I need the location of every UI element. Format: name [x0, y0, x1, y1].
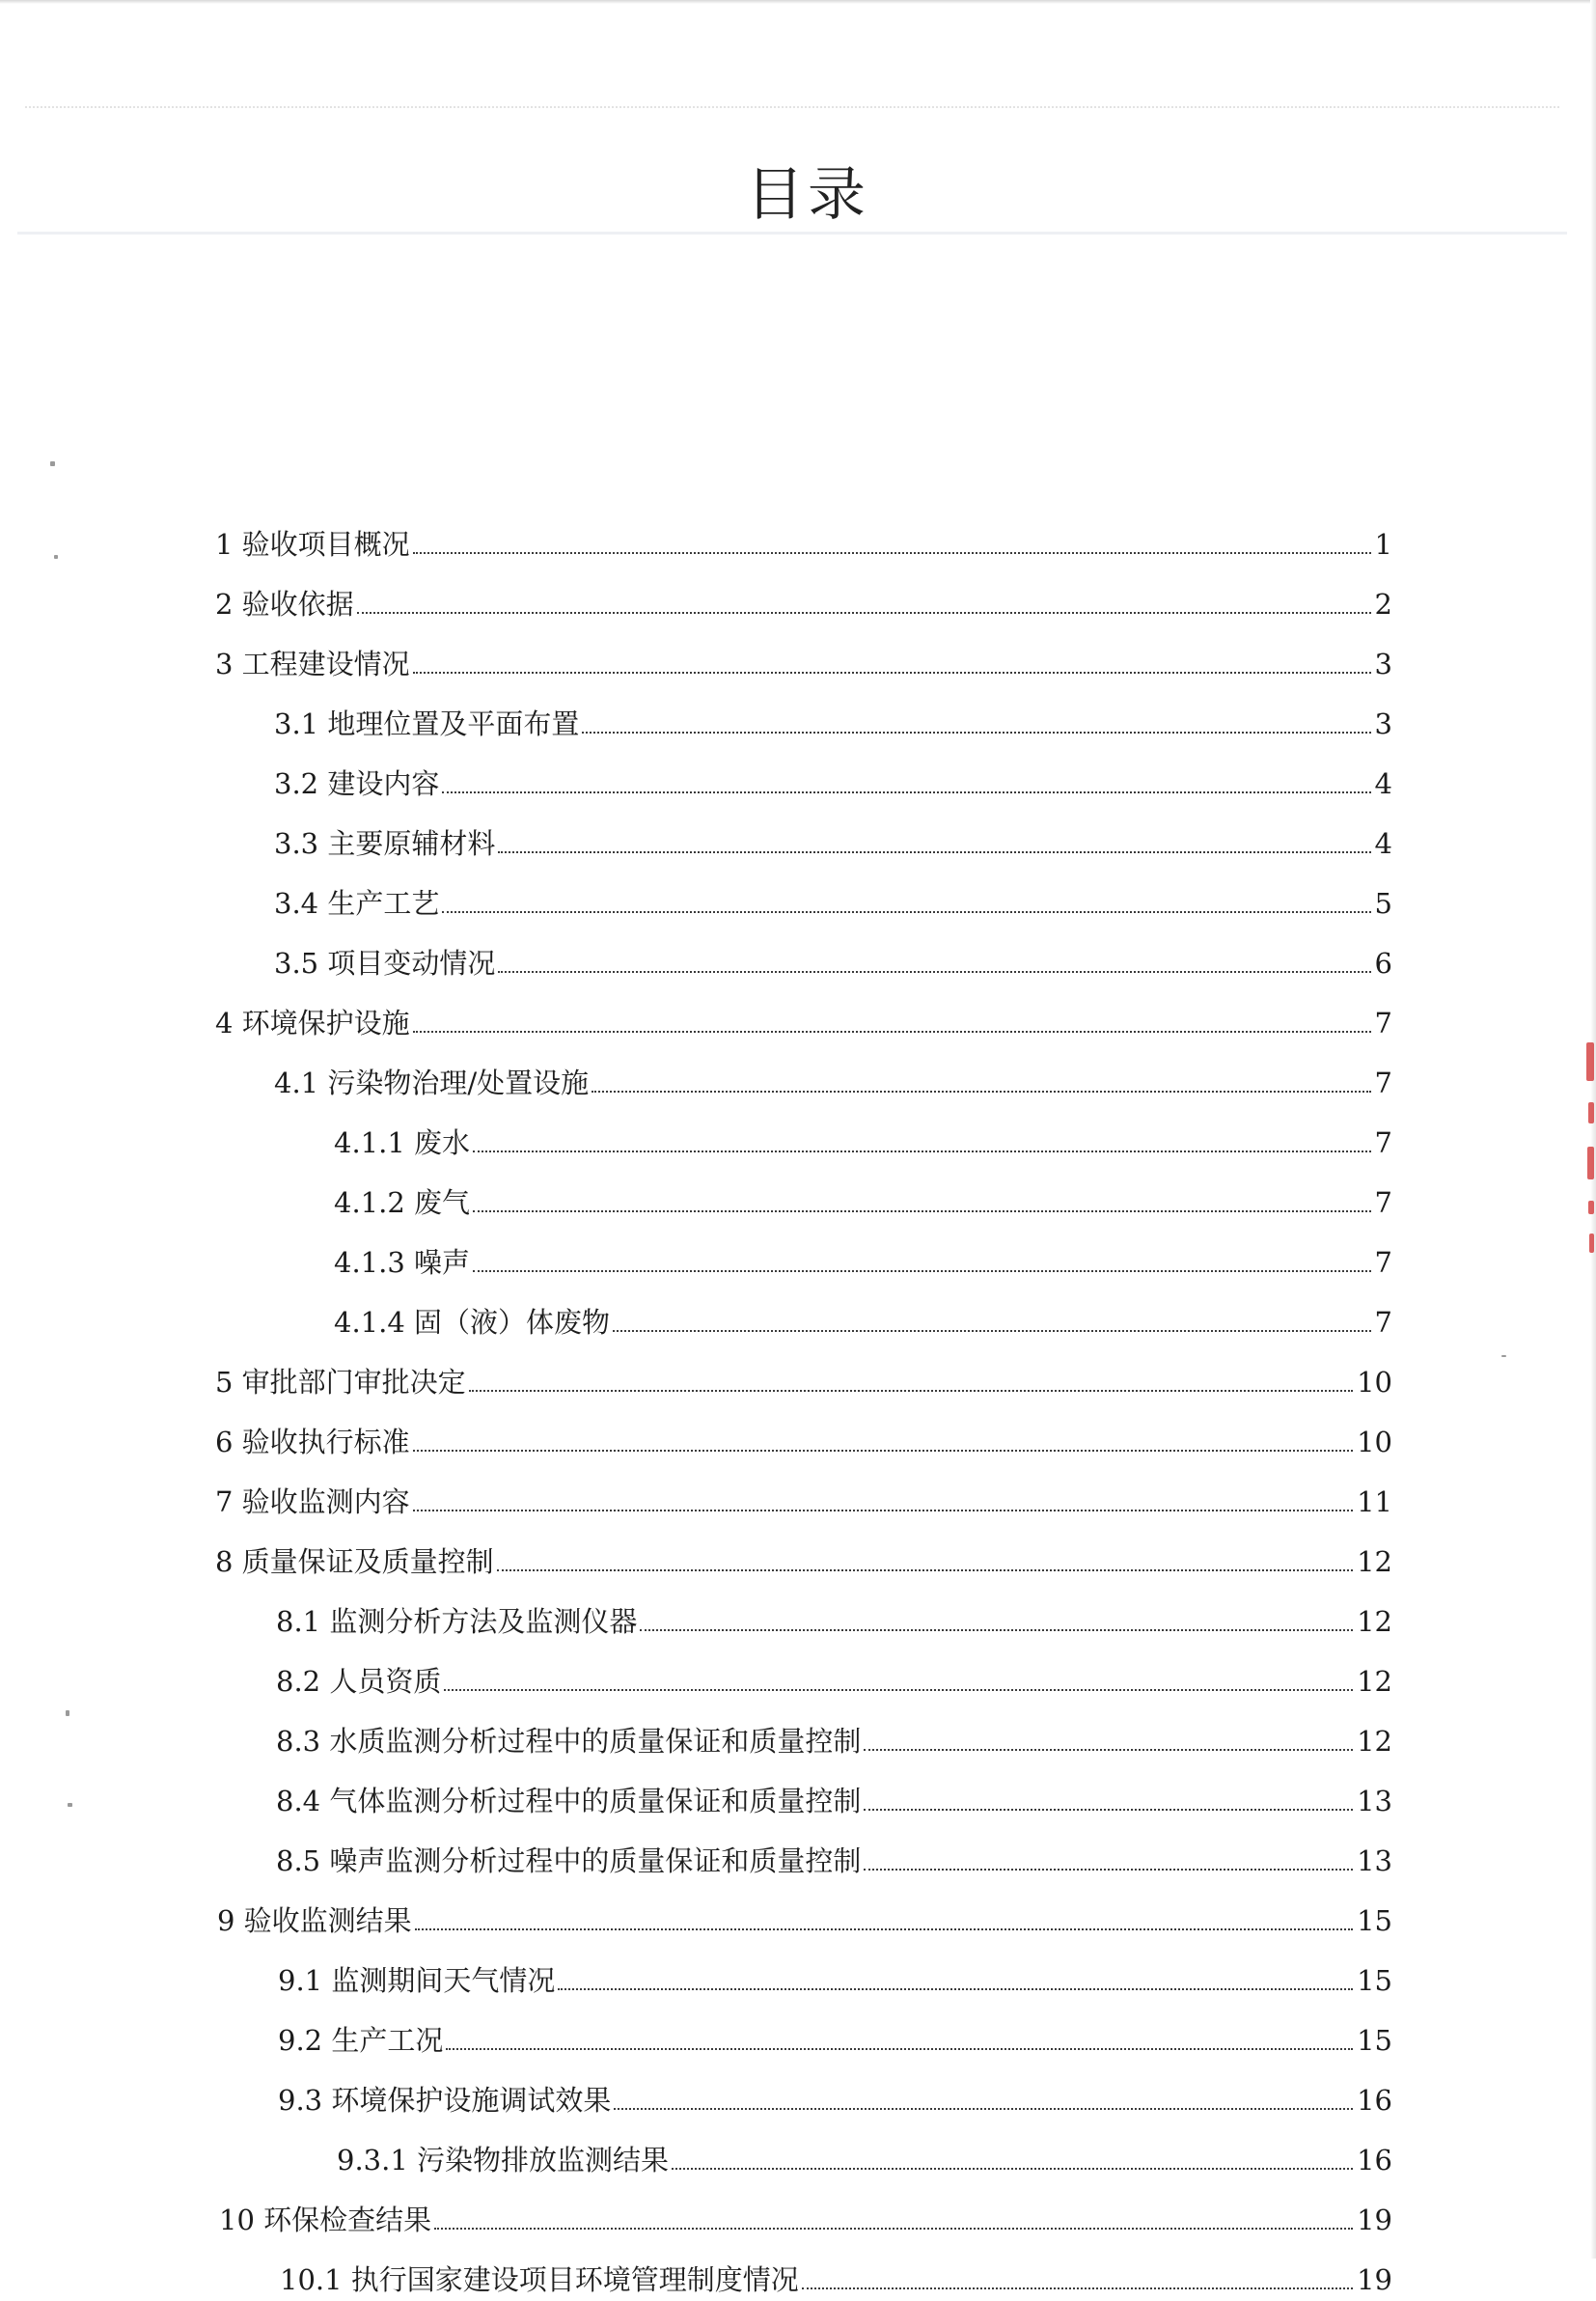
- toc-dot-leader: [413, 672, 1371, 674]
- toc-entry[interactable]: [278, 2019, 1392, 2062]
- toc-entry[interactable]: [278, 2079, 1392, 2121]
- toc-entry-label: 3 工程建设情况: [215, 648, 410, 680]
- red-seal-fragment: [1582, 1042, 1596, 1255]
- toc-dot-leader: [582, 732, 1370, 734]
- toc-entry[interactable]: [215, 1481, 1392, 1523]
- toc-entry-label: 4 环境保护设施: [215, 1007, 410, 1040]
- toc-entry[interactable]: [276, 1840, 1392, 1882]
- toc-dot-leader: [415, 1928, 1353, 1930]
- toc-page-number: 10: [1357, 1426, 1392, 1458]
- scan-speck: [54, 555, 58, 559]
- toc-entry-label: 8.3 水质监测分析过程中的质量保证和质量控制: [276, 1725, 862, 1758]
- toc-entry[interactable]: [215, 583, 1392, 625]
- toc-entry[interactable]: [217, 1899, 1392, 1942]
- toc-entry[interactable]: [215, 1421, 1392, 1463]
- toc-entry-label: 4.1.3 噪声: [334, 1246, 471, 1279]
- toc-dot-leader: [864, 1749, 1353, 1751]
- toc-page-number: 5: [1374, 887, 1392, 920]
- header-rule: [25, 106, 1559, 108]
- toc-dot-leader: [442, 911, 1370, 913]
- toc-page-number: 12: [1357, 1665, 1392, 1698]
- toc-entry[interactable]: [215, 523, 1392, 566]
- toc-dot-leader: [614, 2108, 1353, 2110]
- toc-entry-label: 3.3 主要原辅材料: [274, 827, 496, 860]
- toc-entry[interactable]: [274, 942, 1392, 984]
- toc-entry-label: 8.1 监测分析方法及监测仪器: [276, 1605, 638, 1638]
- toc-dot-leader: [444, 1689, 1353, 1691]
- toc-dot-leader: [469, 1390, 1353, 1392]
- toc-page-number: 4: [1374, 767, 1392, 800]
- toc-entry-label: 3.1 地理位置及平面布置: [274, 707, 580, 740]
- toc-entry[interactable]: [278, 1959, 1392, 2002]
- toc-entry[interactable]: [276, 1600, 1392, 1643]
- toc-entry-label: 9.1 监测期间天气情况: [278, 1964, 556, 1997]
- toc-dot-leader: [640, 1629, 1353, 1631]
- toc-page-number: 19: [1357, 2263, 1392, 2296]
- toc-page-number: 16: [1357, 2144, 1392, 2176]
- toc-page-number: 7: [1374, 1306, 1392, 1339]
- toc-entry-label: 4.1.2 废气: [334, 1186, 471, 1219]
- toc-page-number: 3: [1374, 707, 1392, 740]
- toc-page-number: 1: [1374, 528, 1392, 561]
- toc-dot-leader: [413, 1031, 1371, 1033]
- toc-dot-leader: [357, 612, 1371, 614]
- toc-dot-leader: [592, 1091, 1370, 1093]
- scan-top-edge: [0, 0, 1596, 4]
- toc-entry-label: 6 验收执行标准: [215, 1426, 410, 1458]
- toc-entry[interactable]: [215, 643, 1392, 685]
- toc-entry[interactable]: [274, 882, 1392, 925]
- toc-entry-label: 5 审批部门审批决定: [215, 1366, 466, 1399]
- toc-entry-label: 2 验收依据: [215, 588, 354, 621]
- toc-entry-label: 3.4 生产工艺: [274, 887, 440, 920]
- toc-entry[interactable]: [219, 2199, 1392, 2241]
- toc-dot-leader: [613, 1330, 1371, 1332]
- toc-entry-label: 3.2 建设内容: [274, 767, 440, 800]
- toc-page-number: 2: [1374, 588, 1392, 621]
- toc-page-number: 12: [1357, 1545, 1392, 1578]
- toc-page-number: 7: [1374, 1007, 1392, 1040]
- toc-entry-label: 9 验收监测结果: [217, 1904, 412, 1937]
- toc-page-number: 19: [1357, 2204, 1392, 2236]
- toc-page-number: 13: [1357, 1785, 1392, 1817]
- toc-entry-label: 10 环保检查结果: [219, 2204, 432, 2236]
- scan-speck: [68, 1803, 72, 1807]
- toc-dot-leader: [498, 971, 1370, 973]
- toc-page-number: 7: [1374, 1126, 1392, 1159]
- toc-entry[interactable]: [334, 1301, 1392, 1344]
- toc-page-number: 7: [1374, 1246, 1392, 1279]
- toc-dot-leader: [473, 1270, 1371, 1272]
- toc-entry[interactable]: [280, 2259, 1392, 2301]
- toc-dot-leader: [442, 791, 1370, 793]
- toc-dot-leader: [413, 1510, 1353, 1511]
- toc-entry-label: 4.1.1 废水: [334, 1126, 471, 1159]
- toc-page-number: 12: [1357, 1605, 1392, 1638]
- toc-page-number: 12: [1357, 1725, 1392, 1758]
- toc-entry-label: 4.1 污染物治理/处置设施: [274, 1067, 590, 1099]
- toc-entry[interactable]: [334, 1241, 1392, 1284]
- toc-dot-leader: [434, 2228, 1353, 2230]
- toc-entry[interactable]: [215, 1361, 1392, 1403]
- toc-page-number: 7: [1374, 1067, 1392, 1099]
- toc-page-number: 7: [1374, 1186, 1392, 1219]
- toc-entry-label: 8.5 噪声监测分析过程中的质量保证和质量控制: [276, 1844, 862, 1877]
- toc-entry[interactable]: [276, 1780, 1392, 1822]
- toc-entry-label: 8 质量保证及质量控制: [215, 1545, 494, 1578]
- toc-dot-leader: [473, 1210, 1371, 1212]
- toc-page-number: 15: [1357, 1964, 1392, 1997]
- toc-page-number: 4: [1374, 827, 1392, 860]
- toc-page-number: 11: [1357, 1485, 1392, 1518]
- toc-page-number: 3: [1374, 648, 1392, 680]
- toc-entry[interactable]: [276, 1660, 1392, 1703]
- toc-entry[interactable]: [274, 822, 1392, 865]
- toc-entry[interactable]: [215, 1002, 1392, 1044]
- toc-dot-leader: [864, 1869, 1353, 1871]
- toc-dot-leader: [802, 2287, 1353, 2289]
- toc-page-number: 6: [1374, 947, 1392, 980]
- scan-speck: [1501, 1355, 1506, 1357]
- toc-page-number: 15: [1357, 2024, 1392, 2057]
- toc-dot-leader: [413, 552, 1371, 554]
- toc-page-number: 15: [1357, 1904, 1392, 1937]
- toc-entry-label: 8.2 人员资质: [276, 1665, 442, 1698]
- toc-dot-leader: [446, 2048, 1353, 2050]
- toc-dot-leader: [498, 851, 1370, 853]
- toc-entry-label: 8.4 气体监测分析过程中的质量保证和质量控制: [276, 1785, 862, 1817]
- toc-entry-label: 9.2 生产工况: [278, 2024, 444, 2057]
- toc-dot-leader: [864, 1809, 1353, 1811]
- toc-entry[interactable]: [274, 703, 1392, 745]
- toc-entry[interactable]: [274, 762, 1392, 805]
- toc-entry[interactable]: [276, 1720, 1392, 1762]
- scan-speck: [66, 1710, 69, 1716]
- toc-entry[interactable]: [334, 1122, 1392, 1164]
- toc-entry-label: 7 验收监测内容: [215, 1485, 410, 1518]
- toc-entry[interactable]: [274, 1062, 1392, 1104]
- toc-entry-label: 9.3 环境保护设施调试效果: [278, 2084, 612, 2117]
- toc-entry-label: 4.1.4 固（液）体废物: [334, 1306, 611, 1339]
- scan-speck: [50, 461, 55, 466]
- toc-dot-leader: [497, 1569, 1353, 1571]
- toc-entry-label: 9.3.1 污染物排放监测结果: [337, 2144, 670, 2176]
- toc-dot-leader: [558, 1988, 1353, 1990]
- page-title: 目录: [746, 161, 869, 229]
- toc-entry-label: 10.1 执行国家建设项目环境管理制度情况: [280, 2263, 799, 2296]
- toc-entry[interactable]: [334, 1181, 1392, 1224]
- toc-dot-leader: [413, 1450, 1353, 1452]
- toc-dot-leader: [672, 2168, 1353, 2170]
- toc-page-number: 13: [1357, 1844, 1392, 1877]
- toc-page-number: 16: [1357, 2084, 1392, 2117]
- toc-entry[interactable]: [337, 2139, 1392, 2181]
- toc-page-number: 10: [1357, 1366, 1392, 1399]
- toc-entry-label: 3.5 项目变动情况: [274, 947, 496, 980]
- toc-entry[interactable]: [215, 1540, 1392, 1583]
- toc-dot-leader: [473, 1150, 1371, 1152]
- toc-entry-label: 1 验收项目概况: [215, 528, 410, 561]
